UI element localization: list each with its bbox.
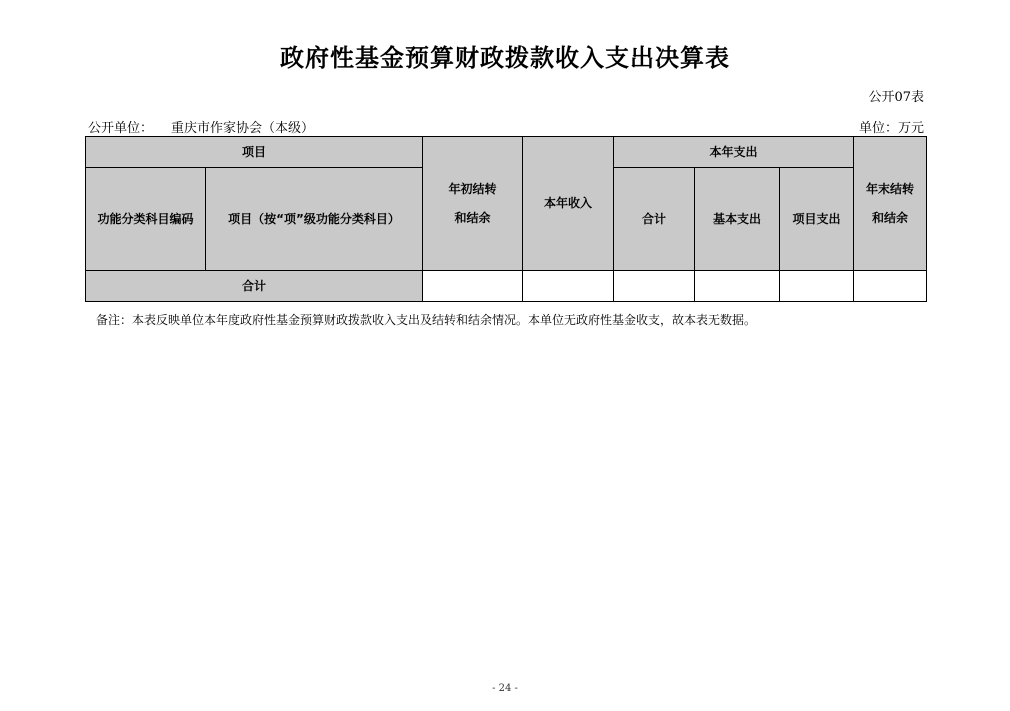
total-opening-balance [423,271,523,302]
total-exp-basic [695,271,780,302]
currency-unit: 单位：万元 [858,121,924,136]
page-number: - 24 - [492,683,518,694]
reporting-unit-name: 重庆市作家协会（本级） [171,121,315,136]
reporting-unit-label: 公开单位： [88,121,154,136]
header-project: 项目 [86,137,423,168]
table-row [86,271,927,302]
budget-table [85,136,927,302]
header-function-code: 功能分类科目编码 [86,168,206,271]
header-closing-balance-line2: 和结余 [872,210,909,225]
form-number: 公开07表 [868,90,924,105]
total-label: 合计 [86,271,423,302]
header-closing-balance-line1: 年末结转 [866,182,915,197]
header-income: 本年收入 [523,137,614,271]
header-exp-basic: 基本支出 [695,168,780,271]
total-exp-total [614,271,695,302]
header-opening-balance-line1: 年初结转 [448,182,497,197]
header-exp-project: 项目支出 [780,168,854,271]
header-opening-balance [423,137,523,271]
header-expenditure: 本年支出 [614,137,854,168]
page-title: 政府性基金预算财政拨款收入支出决算表 [280,44,730,72]
table-note: 备注：本表反映单位本年度政府性基金预算财政拨款收入支出及结转和结余情况。本单位无政府性基金收支，故本表无数据。 [96,313,757,327]
header-exp-total: 合计 [614,168,695,271]
header-project-item: 项目（按“项”级功能分类科目） [206,168,423,271]
total-closing-balance [854,271,927,302]
header-closing-balance [854,137,927,271]
reporting-unit [88,117,314,136]
total-income [523,271,614,302]
header-opening-balance-line2: 和结余 [454,210,491,225]
total-exp-project [780,271,854,302]
